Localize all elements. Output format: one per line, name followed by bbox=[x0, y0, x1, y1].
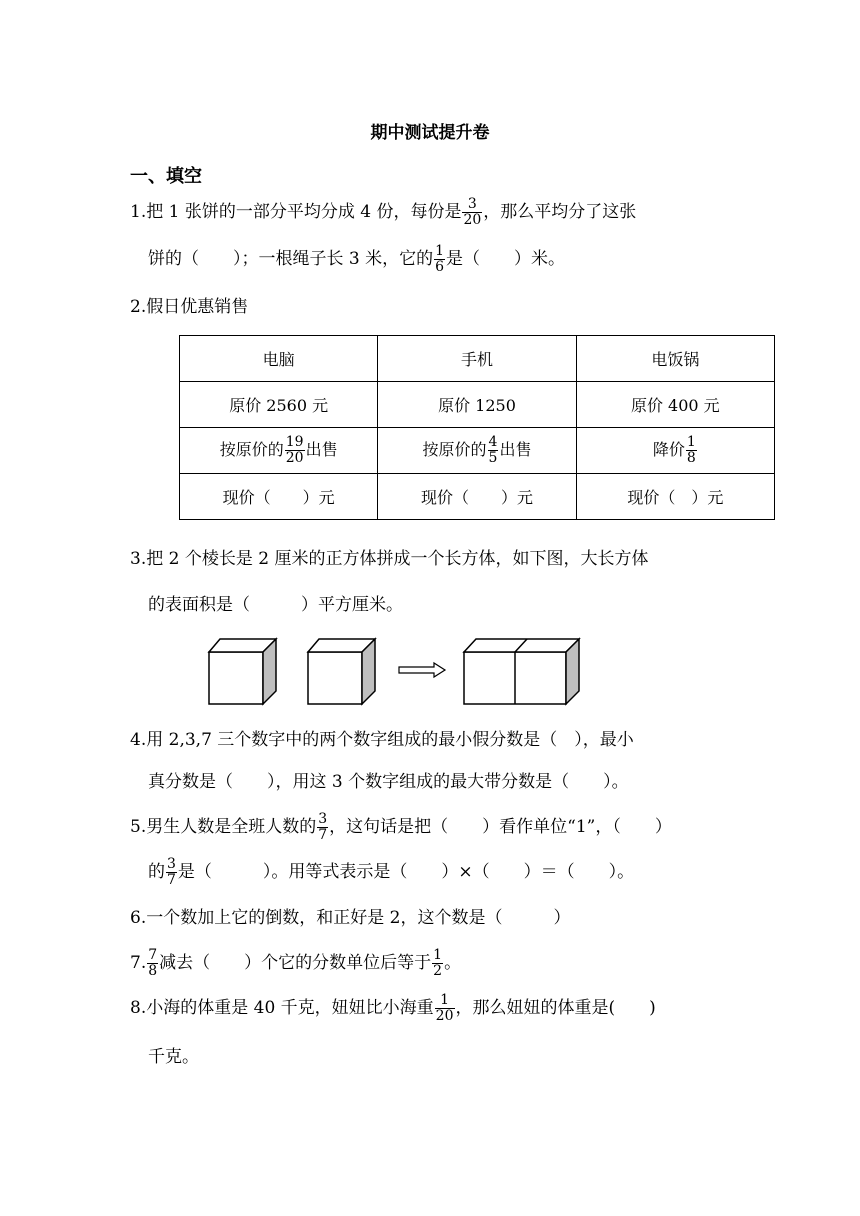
table-cell: 手机 bbox=[378, 336, 576, 382]
table-cell: 现价（ ）元 bbox=[576, 474, 774, 520]
fraction-denominator: 5 bbox=[488, 450, 498, 466]
discount-fraction bbox=[285, 435, 305, 466]
question-2-label: 2.假日优惠销售 bbox=[130, 297, 249, 317]
table-cell: 原价 400 元 bbox=[576, 382, 774, 428]
table-cell bbox=[576, 428, 774, 474]
cuboid-icon bbox=[464, 639, 579, 704]
q1-text-d: 是（ ）米。 bbox=[446, 249, 566, 269]
question-4-line-1: 4.用 2,3,7 三个数字中的两个数字组成的最小假分数是（ ），最小 bbox=[130, 730, 634, 750]
discount-text: 降价 bbox=[652, 440, 685, 459]
discount-fraction bbox=[488, 435, 499, 466]
table-row-discount bbox=[180, 428, 775, 474]
q1-fraction-3-20 bbox=[462, 197, 482, 228]
table-cell: 现价（ ）元 bbox=[378, 474, 576, 520]
fraction-denominator: 8 bbox=[148, 963, 158, 979]
q7-fraction-7-8 bbox=[147, 948, 158, 979]
discount-text: 按原价的 bbox=[219, 440, 284, 459]
right-arrow-icon bbox=[399, 663, 445, 677]
q7-text-b: 减去（ ）个它的分数单位后等于 bbox=[159, 953, 432, 973]
discount-text: 出售 bbox=[305, 440, 338, 459]
fraction-denominator: 7 bbox=[167, 872, 176, 888]
fraction-numerator: 3 bbox=[167, 856, 176, 872]
question-5-line-2 bbox=[148, 857, 634, 887]
cube-icon bbox=[308, 639, 375, 704]
question-3-line-2: 的表面积是（ ）平方厘米。 bbox=[148, 595, 403, 615]
q1-text-b: ，那么平均分了这张 bbox=[483, 202, 637, 222]
question-8-line-2: 千克。 bbox=[148, 1047, 199, 1067]
fraction-numerator: 1 bbox=[433, 947, 443, 963]
fraction-denominator: 20 bbox=[435, 1008, 454, 1024]
q7-fraction-1-2 bbox=[432, 948, 443, 979]
page-title: 期中测试提升卷 bbox=[370, 123, 490, 143]
fraction-denominator: 8 bbox=[686, 450, 696, 466]
fraction-denominator: 20 bbox=[285, 450, 304, 466]
discount-fraction bbox=[686, 435, 697, 466]
question-7 bbox=[130, 948, 461, 978]
discount-text: 出售 bbox=[499, 440, 532, 459]
fraction-numerator: 1 bbox=[440, 992, 450, 1008]
question-5-line-1 bbox=[130, 812, 672, 842]
q5-fraction-3-7 bbox=[317, 812, 328, 843]
table-cell: 电脑 bbox=[180, 336, 378, 382]
fraction-numerator: 19 bbox=[285, 434, 304, 450]
q5-text-d: 是（ ）。用等式表示是（ ）×（ ）＝（ ）。 bbox=[177, 862, 635, 882]
fraction-numerator: 1 bbox=[435, 243, 445, 259]
discount-text: 按原价的 bbox=[422, 440, 487, 459]
question-3-line-1: 3.把 2 个棱长是 2 厘米的正方体拼成一个长方体，如下图，大长方体 bbox=[130, 549, 649, 569]
table-cell: 现价（ ）元 bbox=[180, 474, 378, 520]
table-row-current-price bbox=[180, 474, 775, 520]
q5-text-c: 的 bbox=[148, 862, 165, 882]
q1-fraction-1-6 bbox=[434, 244, 445, 275]
q1-text-c: 饼的（ ）；一根绳子长 3 米，它的 bbox=[148, 249, 434, 269]
cube-icon bbox=[209, 639, 276, 704]
fraction-numerator: 1 bbox=[686, 434, 696, 450]
q8-text-b: ，那么妞妞的体重是( ) bbox=[455, 998, 656, 1018]
table-cell bbox=[378, 428, 576, 474]
section-heading-fill-in: 一、填空 bbox=[130, 166, 202, 187]
fraction-numerator: 3 bbox=[467, 196, 477, 212]
fraction-numerator: 7 bbox=[148, 947, 158, 963]
table-cell bbox=[180, 428, 378, 474]
q1-text-a: 1.把 1 张饼的一部分平均分成 4 份，每份是 bbox=[130, 202, 462, 222]
q7-text-c: 。 bbox=[444, 953, 462, 973]
table-cell: 电饭锅 bbox=[576, 336, 774, 382]
cubes-diagram bbox=[200, 630, 600, 714]
q8-text-a: 8.小海的体重是 40 千克，妞妞比小海重 bbox=[130, 998, 434, 1018]
fraction-denominator: 2 bbox=[433, 963, 443, 979]
question-4-line-2: 真分数是（ ），用这 3 个数字组成的最大带分数是（ ）。 bbox=[148, 772, 629, 792]
q5-text-a: 5.男生人数是全班人数的 bbox=[130, 817, 317, 837]
table-row-headers bbox=[180, 336, 775, 382]
table-row-original-price bbox=[180, 382, 775, 428]
q7-text-a: 7. bbox=[130, 953, 147, 973]
table-cell: 原价 1250 bbox=[378, 382, 576, 428]
fraction-numerator: 3 bbox=[318, 811, 328, 827]
q5-text-b: ，这句话是把（ ）看作单位“1”，（ ） bbox=[329, 817, 672, 837]
question-1-line-2 bbox=[148, 244, 565, 274]
question-8-line-1 bbox=[130, 993, 656, 1023]
fraction-numerator: 4 bbox=[488, 434, 498, 450]
q5-fraction-3-7 bbox=[166, 857, 177, 888]
fraction-denominator: 20 bbox=[463, 212, 482, 228]
sale-table bbox=[179, 335, 775, 520]
question-6: 6.一个数加上它的倒数，和正好是 2，这个数是（ ） bbox=[130, 908, 571, 928]
fraction-denominator: 6 bbox=[435, 259, 445, 275]
table-cell: 原价 2560 元 bbox=[180, 382, 378, 428]
fraction-denominator: 7 bbox=[318, 827, 328, 843]
q8-fraction-1-20 bbox=[435, 993, 455, 1024]
question-1-line-1 bbox=[130, 197, 636, 227]
